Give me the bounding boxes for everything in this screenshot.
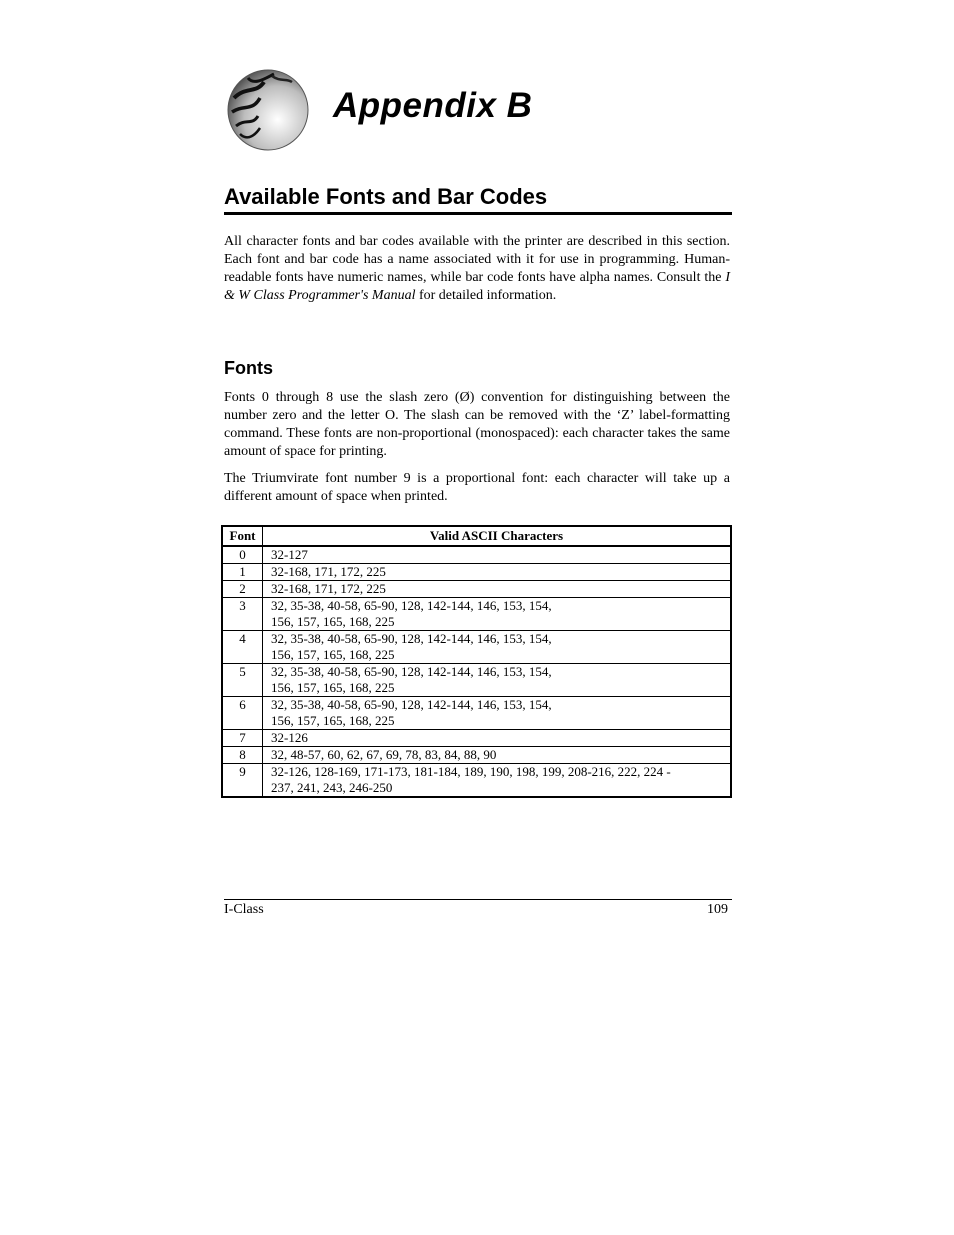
table-header-row: [222, 526, 731, 546]
fonts-paragraph-2: The Triumvirate font number 9 is a proportional font: each character will take up a different amount of space when printed.: [224, 471, 730, 504]
table-row: [222, 664, 731, 697]
column-header-valid-ascii: Valid ASCII Characters: [263, 526, 732, 546]
valid-characters: 32, 35-38, 40-58, 65-90, 128, 142-144, 146, 153, 154, 156, 157, 165, 168, 225: [263, 631, 732, 664]
table-row: [222, 730, 731, 747]
fonts-paragraph-1: Fonts 0 through 8 use the slash zero (Ø) convention for distinguishing between the number zero and the letter O. The slash can be removed with the ‘Z’ label-formatting command. These fonts are non-proportional (monospaced): each character takes the same amount of space for printing.: [224, 390, 730, 459]
appendix-title: Appendix B: [333, 86, 533, 125]
table-row: [222, 581, 731, 598]
font-number: 1: [222, 564, 263, 581]
table-row: [222, 747, 731, 764]
valid-characters: 32, 35-38, 40-58, 65-90, 128, 142-144, 146, 153, 154, 156, 157, 165, 168, 225: [263, 697, 732, 730]
valid-characters: 32, 35-38, 40-58, 65-90, 128, 142-144, 146, 153, 154, 156, 157, 165, 168, 225: [263, 664, 732, 697]
font-number: 7: [222, 730, 263, 747]
table-row: [222, 546, 731, 564]
section-title: Available Fonts and Bar Codes: [224, 184, 732, 215]
intro-paragraph: All character fonts and bar codes available with the printer are described in this section. Each font and bar code has a name associated with it for use in programming. Human-readable fonts have numeric names, while bar code fonts have alpha names. Consult the I & W Class Programmer's Manual for detailed information.: [224, 234, 730, 303]
font-number: 9: [222, 764, 263, 798]
font-number: 8: [222, 747, 263, 764]
font-number: 3: [222, 598, 263, 631]
valid-characters: 32, 35-38, 40-58, 65-90, 128, 142-144, 146, 153, 154, 156, 157, 165, 168, 225: [263, 598, 732, 631]
fonts-table: [221, 525, 732, 798]
table-row: [222, 564, 731, 581]
table-row: [222, 764, 731, 798]
valid-characters: 32-168, 171, 172, 225: [263, 564, 732, 581]
font-number: 6: [222, 697, 263, 730]
zebra-globe-icon: [226, 68, 310, 152]
table-row: [222, 631, 731, 664]
valid-characters: 32-126: [263, 730, 732, 747]
page-number: 109: [707, 902, 728, 917]
font-number: 2: [222, 581, 263, 598]
font-number: 5: [222, 664, 263, 697]
footer-product-name: I-Class: [224, 902, 264, 917]
table-row: [222, 598, 731, 631]
valid-characters: 32-168, 171, 172, 225: [263, 581, 732, 598]
valid-characters: 32, 48-57, 60, 62, 67, 69, 78, 83, 84, 88, 90: [263, 747, 732, 764]
font-number: 4: [222, 631, 263, 664]
valid-characters: 32-126, 128-169, 171-173, 181-184, 189, 190, 198, 199, 208-216, 222, 224 - 237, 241, 243, 246-250: [263, 764, 732, 798]
table-row: [222, 697, 731, 730]
manual-title: I & W Class Programmer's Manual: [224, 270, 730, 303]
column-header-font: Font: [222, 526, 263, 546]
fonts-heading: Fonts: [224, 358, 273, 378]
font-number: 0: [222, 546, 263, 564]
footer-divider: [224, 899, 732, 900]
valid-characters: 32-127: [263, 546, 732, 564]
